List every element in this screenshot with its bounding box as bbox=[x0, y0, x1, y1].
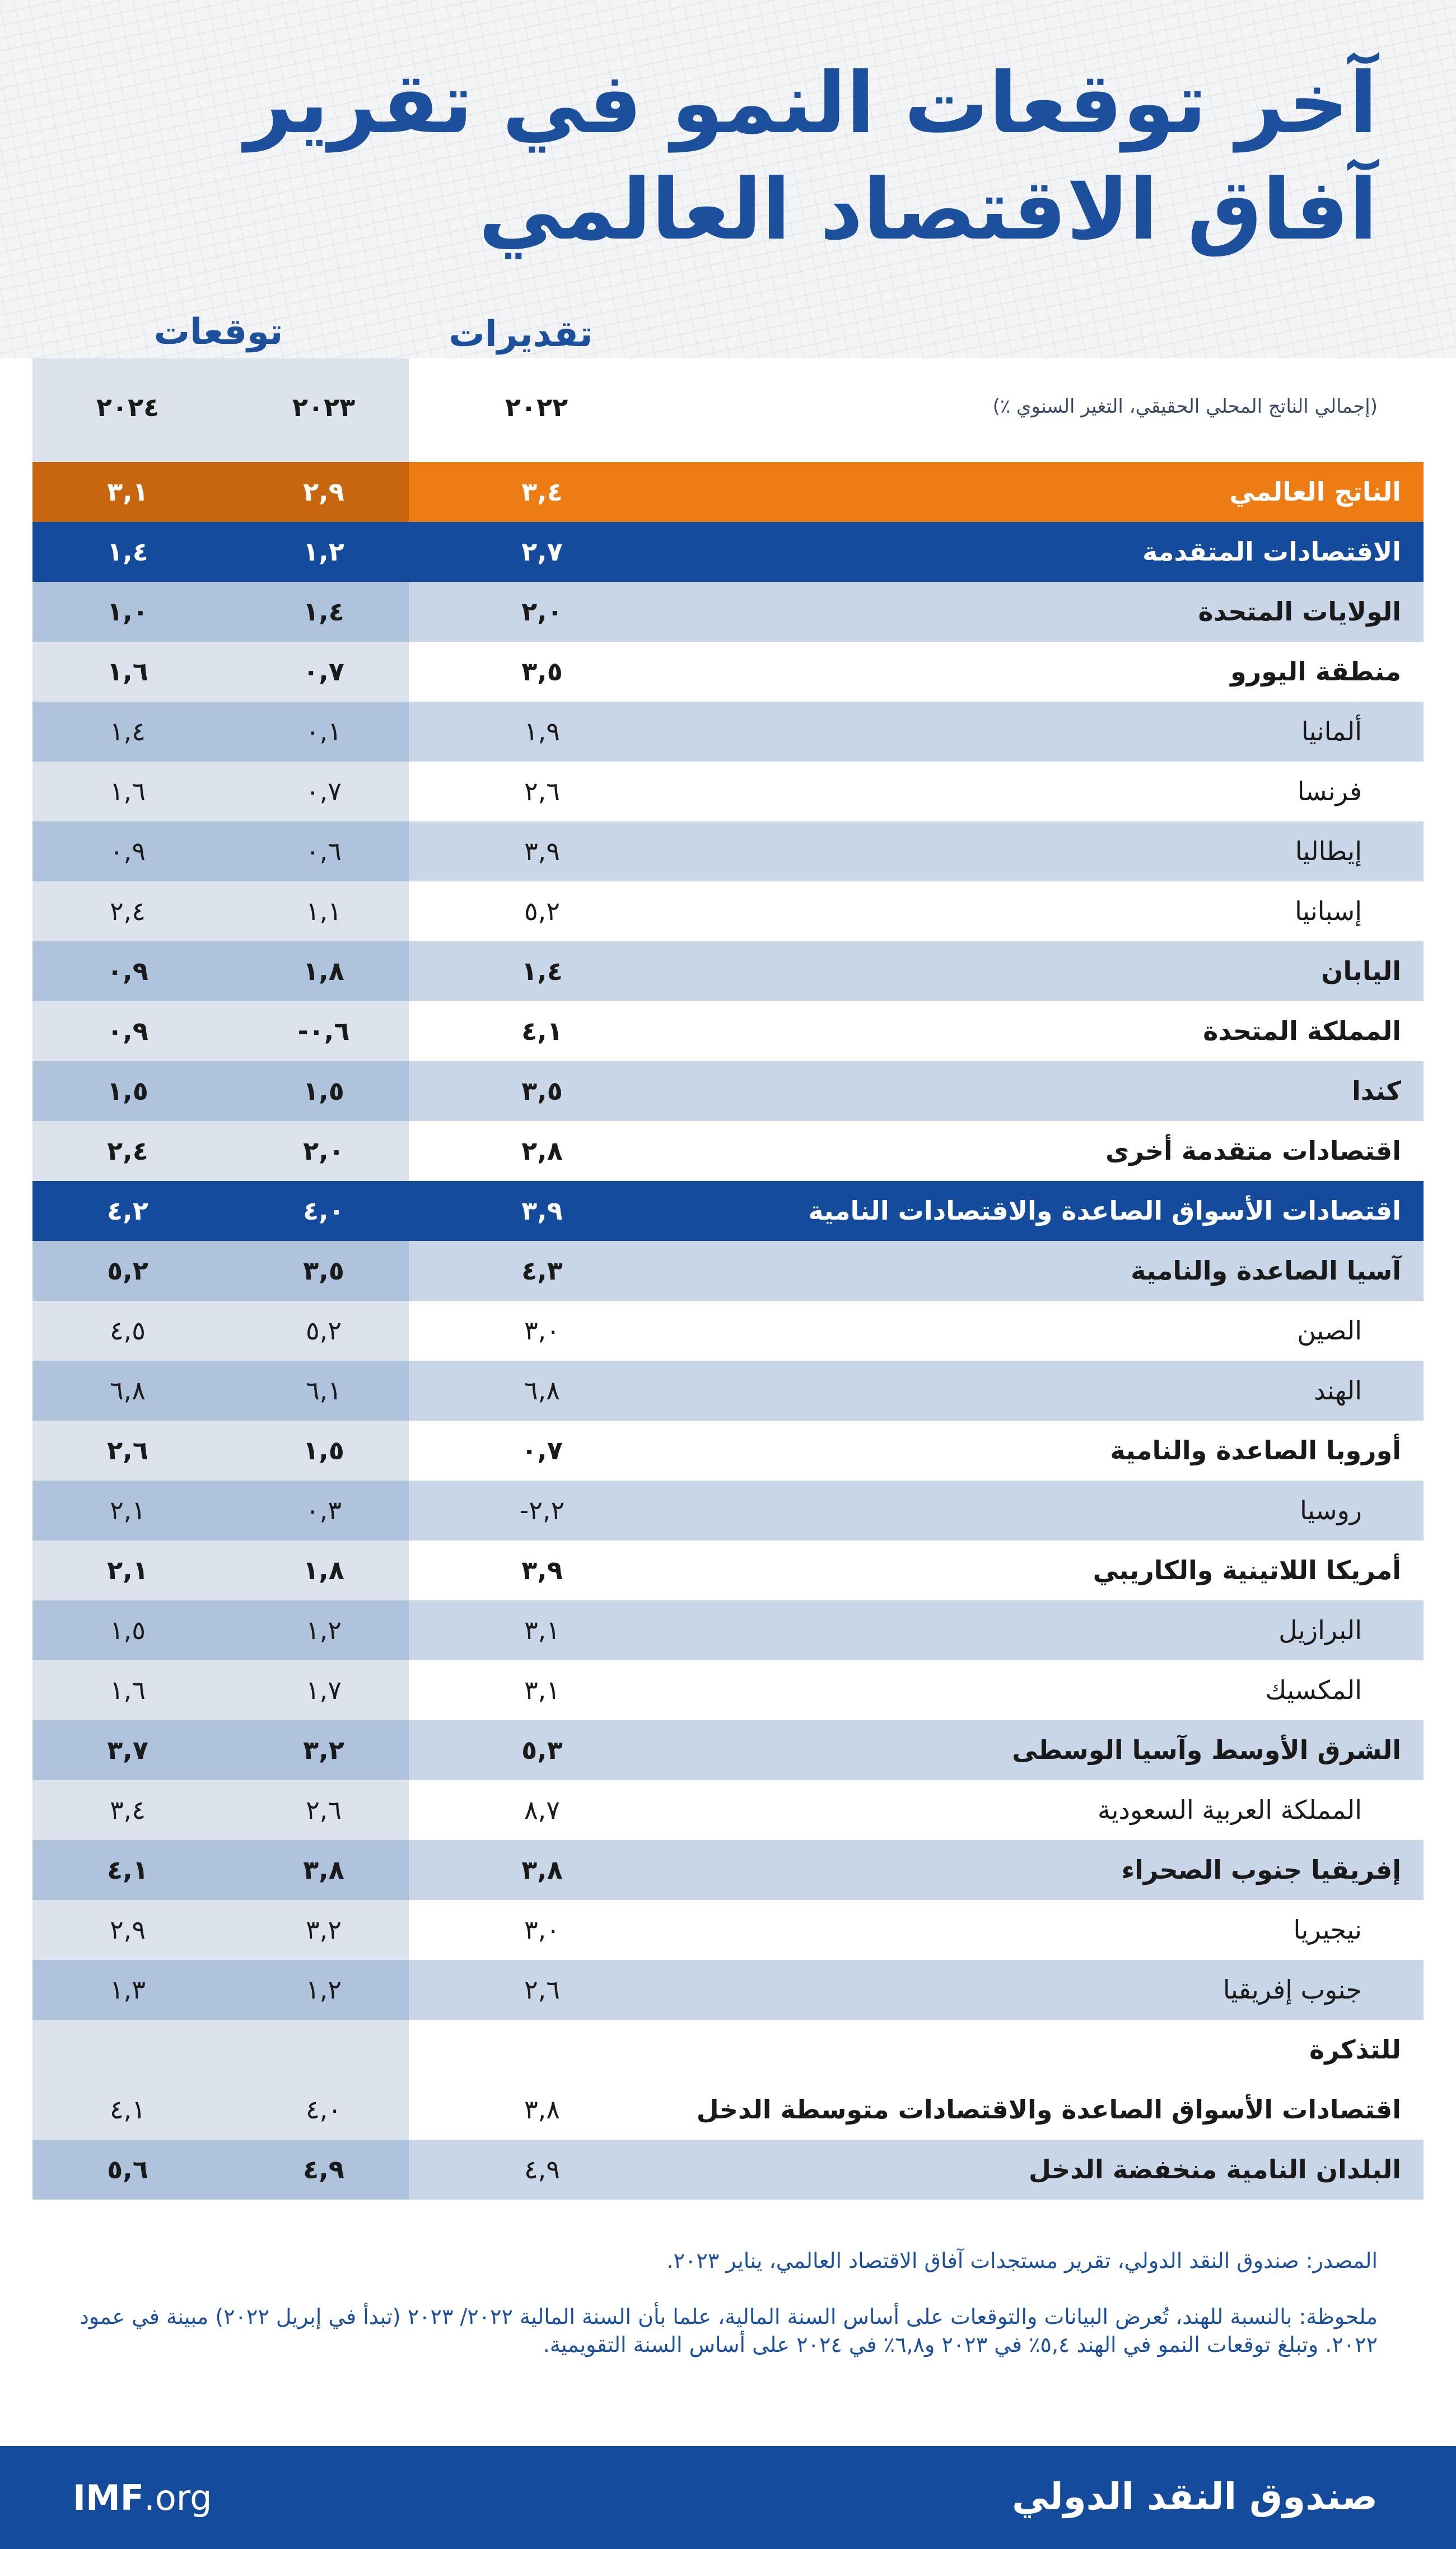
value-2022: ٥,٣ bbox=[521, 1735, 563, 1765]
row-label: إسبانيا bbox=[1295, 896, 1362, 926]
value-2023: ٠,٧ bbox=[303, 656, 344, 687]
row-label: منطقة اليورو bbox=[1230, 656, 1401, 687]
table-row bbox=[32, 642, 1424, 702]
value-2022: ٤,٩ bbox=[524, 2154, 561, 2184]
table-row bbox=[32, 1840, 1424, 1900]
value-2024: ٢,٦ bbox=[107, 1435, 148, 1465]
value-2022: ٢,٠ bbox=[521, 596, 563, 627]
row-label: ألمانيا bbox=[1301, 716, 1362, 746]
row-label: المكسيك bbox=[1265, 1675, 1362, 1705]
value-2024: ٣,٧ bbox=[107, 1735, 148, 1765]
value-2023: ٠,٣ bbox=[305, 1495, 342, 1525]
value-2024: ٤,١ bbox=[107, 1855, 148, 1885]
year-2022-header: ٢٠٢٢ bbox=[505, 392, 568, 422]
value-2024: ١,٤ bbox=[109, 716, 146, 746]
source-note: المصدر: صندوق النقد الدولي، تقرير مستجدات آفاق الاقتصاد العالمي، يناير ٢٠٢٣. bbox=[666, 2248, 1378, 2273]
value-2024: ١,٥ bbox=[107, 1076, 148, 1106]
value-2024: ٥,٦ bbox=[107, 2154, 148, 2184]
value-2023: ١,٥ bbox=[303, 1435, 344, 1465]
value-2023: ٠,٧ bbox=[305, 776, 342, 806]
row-label: البلدان النامية منخفضة الدخل bbox=[1028, 2154, 1401, 2184]
row-label: اليابان bbox=[1321, 956, 1401, 986]
row-label: الهند bbox=[1313, 1375, 1362, 1406]
value-2024: ٤,٥ bbox=[109, 1315, 146, 1346]
value-2023: ٦,١ bbox=[305, 1375, 342, 1406]
value-2022: ٢,٧ bbox=[521, 536, 563, 567]
value-2023: ٣,٢ bbox=[303, 1735, 344, 1765]
table-row bbox=[32, 1660, 1424, 1720]
table-row bbox=[32, 582, 1424, 642]
row-label: كندا bbox=[1352, 1076, 1401, 1106]
row-label: نيجيريا bbox=[1293, 1915, 1362, 1945]
table-row bbox=[32, 1001, 1424, 1061]
table-row bbox=[32, 762, 1424, 821]
table-row bbox=[32, 881, 1424, 941]
value-2023: ٣,٥ bbox=[303, 1255, 344, 1286]
value-2024: ٠,٩ bbox=[107, 956, 148, 986]
row-label: إيطاليا bbox=[1295, 836, 1362, 866]
table-row bbox=[32, 1720, 1424, 1780]
value-2022: ٥,٢ bbox=[524, 896, 561, 926]
value-2023: ١,٤ bbox=[303, 596, 344, 627]
row-label: اقتصادات متقدمة أخرى bbox=[1105, 1136, 1401, 1166]
table-row bbox=[32, 1960, 1424, 2020]
value-2024: ٣,٤ bbox=[109, 1795, 146, 1825]
growth-table bbox=[32, 462, 1424, 2200]
value-2024: ١,٠ bbox=[107, 596, 148, 627]
value-2023: -٠,٦ bbox=[297, 1016, 350, 1046]
value-2022: ٦,٨ bbox=[524, 1375, 561, 1406]
value-2024: ١,٦ bbox=[109, 1675, 146, 1705]
table-row bbox=[32, 1421, 1424, 1481]
row-label: الولايات المتحدة bbox=[1198, 596, 1401, 627]
row-label: اقتصادات الأسواق الصاعدة والاقتصادات النامية bbox=[808, 1196, 1401, 1226]
value-2024: ٣,١ bbox=[107, 477, 148, 507]
value-2022: ٣,٠ bbox=[524, 1915, 561, 1945]
value-2023: ١,٢ bbox=[305, 1974, 342, 2005]
value-2023: ١,١ bbox=[305, 896, 342, 926]
table-row bbox=[32, 2140, 1424, 2200]
value-2023: ٤,٩ bbox=[303, 2154, 344, 2184]
row-label: البرازيل bbox=[1278, 1615, 1362, 1645]
value-2022: ٣,١ bbox=[524, 1675, 561, 1705]
value-2023: ٠,٦ bbox=[305, 836, 342, 866]
table-row bbox=[32, 1301, 1424, 1361]
table-row bbox=[32, 941, 1424, 1001]
table-row bbox=[32, 1061, 1424, 1121]
value-2022: ١,٤ bbox=[521, 956, 563, 986]
table-row bbox=[32, 821, 1424, 881]
table-row bbox=[32, 1481, 1424, 1540]
value-2024: ١,٦ bbox=[109, 776, 146, 806]
value-2023: ٥,٢ bbox=[305, 1315, 342, 1346]
value-2022: ٣,٥ bbox=[521, 656, 563, 687]
value-2022: ٢,٦ bbox=[524, 776, 561, 806]
estimates-header: تقديرات bbox=[449, 314, 593, 355]
value-2024: ٢,١ bbox=[107, 1555, 148, 1585]
units-label: (إجمالي الناتج المحلي الحقيقي، التغير السنوي ٪) bbox=[992, 395, 1378, 418]
table-row bbox=[32, 702, 1424, 762]
row-label: أمريكا اللاتينية والكاريبي bbox=[1093, 1555, 1401, 1585]
value-2022: ٤,١ bbox=[521, 1016, 563, 1046]
value-2023: ٣,٨ bbox=[303, 1855, 344, 1885]
value-2024: ١,٦ bbox=[107, 656, 148, 687]
value-2024: ٥,٢ bbox=[107, 1255, 148, 1286]
value-2023: ١,٨ bbox=[303, 1555, 344, 1585]
value-2024: ٢,٤ bbox=[107, 1136, 148, 1166]
value-2023: ٢,٠ bbox=[303, 1136, 344, 1166]
value-2024: ٦,٨ bbox=[109, 1375, 146, 1406]
row-label: المملكة المتحدة bbox=[1203, 1016, 1401, 1046]
value-2022: ٣,٨ bbox=[521, 1855, 563, 1885]
row-label: أوروبا الصاعدة والنامية bbox=[1110, 1435, 1401, 1465]
value-2022: -٢,٢ bbox=[519, 1495, 565, 1525]
value-2024: ٤,١ bbox=[109, 2094, 146, 2125]
page-title: آخر توقعات النمو في تقرير آفاق الاقتصاد العالمي bbox=[245, 55, 1378, 259]
table-row bbox=[32, 1780, 1424, 1840]
value-2023: ١,٢ bbox=[303, 536, 344, 567]
value-2022: ٤,٣ bbox=[521, 1255, 563, 1286]
table-row bbox=[32, 1600, 1424, 1660]
row-label: الشرق الأوسط وآسيا الوسطى bbox=[1012, 1735, 1401, 1765]
value-2024: ٤,٢ bbox=[107, 1196, 148, 1226]
footnote: ملحوظة: بالنسبة للهند، تُعرض البيانات والتوقعات على أساس السنة المالية، علما بأن السنة المالية ٢٠٢٢/ ٢٠٢٣ (تبدأ في إبريل ٢٠٢٢) مبينة في عمود ٢٠٢٢. وتبلغ توقعات النمو في الهند ٥,٤٪ في ٢٠٢٣ و٦,٨٪ في ٢٠٢٤ على أساس السنة التقويمية. bbox=[79, 2304, 1378, 2357]
value-2022: ٨,٧ bbox=[524, 1795, 561, 1825]
value-2022: ٢,٨ bbox=[521, 1136, 563, 1166]
row-label: المملكة العربية السعودية bbox=[1098, 1795, 1362, 1825]
site-domain: .org bbox=[144, 2477, 212, 2518]
value-2022: ٣,٩ bbox=[521, 1196, 563, 1226]
value-2022: ٢,٦ bbox=[524, 1974, 561, 2005]
value-2022: ٣,٩ bbox=[521, 1555, 563, 1585]
row-label: الاقتصادات المتقدمة bbox=[1142, 536, 1401, 567]
value-2022: ٣,١ bbox=[524, 1615, 561, 1645]
value-2024: ١,٣ bbox=[109, 1974, 146, 2005]
value-2022: ٣,٩ bbox=[524, 836, 561, 866]
value-2024: ١,٥ bbox=[109, 1615, 146, 1645]
value-2023: ٠,١ bbox=[305, 716, 342, 746]
value-2022: ١,٩ bbox=[524, 716, 561, 746]
value-2024: ٢,٩ bbox=[109, 1915, 146, 1945]
row-label: روسيا bbox=[1300, 1495, 1362, 1525]
value-2022: ٣,٤ bbox=[521, 477, 563, 507]
value-2022: ٣,٨ bbox=[524, 2094, 561, 2125]
table-row bbox=[32, 2080, 1424, 2140]
table-row bbox=[32, 1361, 1424, 1421]
table-row bbox=[32, 522, 1424, 582]
value-2023: ١,٥ bbox=[303, 1076, 344, 1106]
row-label: فرنسا bbox=[1297, 776, 1362, 806]
website-link[interactable] bbox=[73, 2477, 297, 2520]
value-2024: ٠,٩ bbox=[107, 1016, 148, 1046]
title-banner bbox=[0, 0, 1456, 358]
table-row bbox=[32, 1900, 1424, 1960]
value-2022: ٠,٧ bbox=[521, 1435, 563, 1465]
value-2022: ٣,٥ bbox=[521, 1076, 563, 1106]
year-2023-header: ٢٠٢٣ bbox=[292, 392, 356, 422]
table-row bbox=[32, 1540, 1424, 1600]
value-2024: ١,٤ bbox=[107, 536, 148, 567]
value-2023: ١,٧ bbox=[305, 1675, 342, 1705]
value-2024: ٠,٩ bbox=[109, 836, 146, 866]
table-row bbox=[32, 1121, 1424, 1181]
value-2023: ٣,٢ bbox=[305, 1915, 342, 1945]
site-name-bold: IMF bbox=[73, 2477, 144, 2518]
memo-label: للتذكرة bbox=[1309, 2034, 1401, 2065]
row-label: الصين bbox=[1297, 1315, 1362, 1346]
row-label: اقتصادات الأسواق الصاعدة والاقتصادات متوسطة الدخل bbox=[696, 2094, 1401, 2125]
row-label: جنوب إفريقيا bbox=[1222, 1974, 1362, 2005]
footer-bar bbox=[0, 2446, 1456, 2549]
projections-header: توقعات bbox=[153, 311, 283, 353]
year-2024-header: ٢٠٢٤ bbox=[96, 392, 160, 422]
table-row bbox=[32, 1241, 1424, 1301]
value-2023: ١,٢ bbox=[305, 1615, 342, 1645]
table-row bbox=[32, 2020, 1424, 2080]
value-2024: ٢,٤ bbox=[109, 896, 146, 926]
value-2024: ٢,١ bbox=[109, 1495, 146, 1525]
value-2023: ٢,٦ bbox=[305, 1795, 342, 1825]
value-2023: ١,٨ bbox=[303, 956, 344, 986]
table-row bbox=[32, 462, 1424, 522]
row-label: إفريقيا جنوب الصحراء bbox=[1121, 1855, 1401, 1885]
row-label: آسيا الصاعدة والنامية bbox=[1131, 1255, 1401, 1286]
imf-brand-name: صندوق النقد الدولي bbox=[1012, 2475, 1378, 2518]
value-2023: ٤,٠ bbox=[305, 2094, 342, 2125]
table-row bbox=[32, 1181, 1424, 1241]
value-2023: ٤,٠ bbox=[303, 1196, 344, 1226]
row-label: الناتج العالمي bbox=[1229, 477, 1401, 507]
value-2023: ٢,٩ bbox=[303, 477, 344, 507]
value-2022: ٣,٠ bbox=[524, 1315, 561, 1346]
